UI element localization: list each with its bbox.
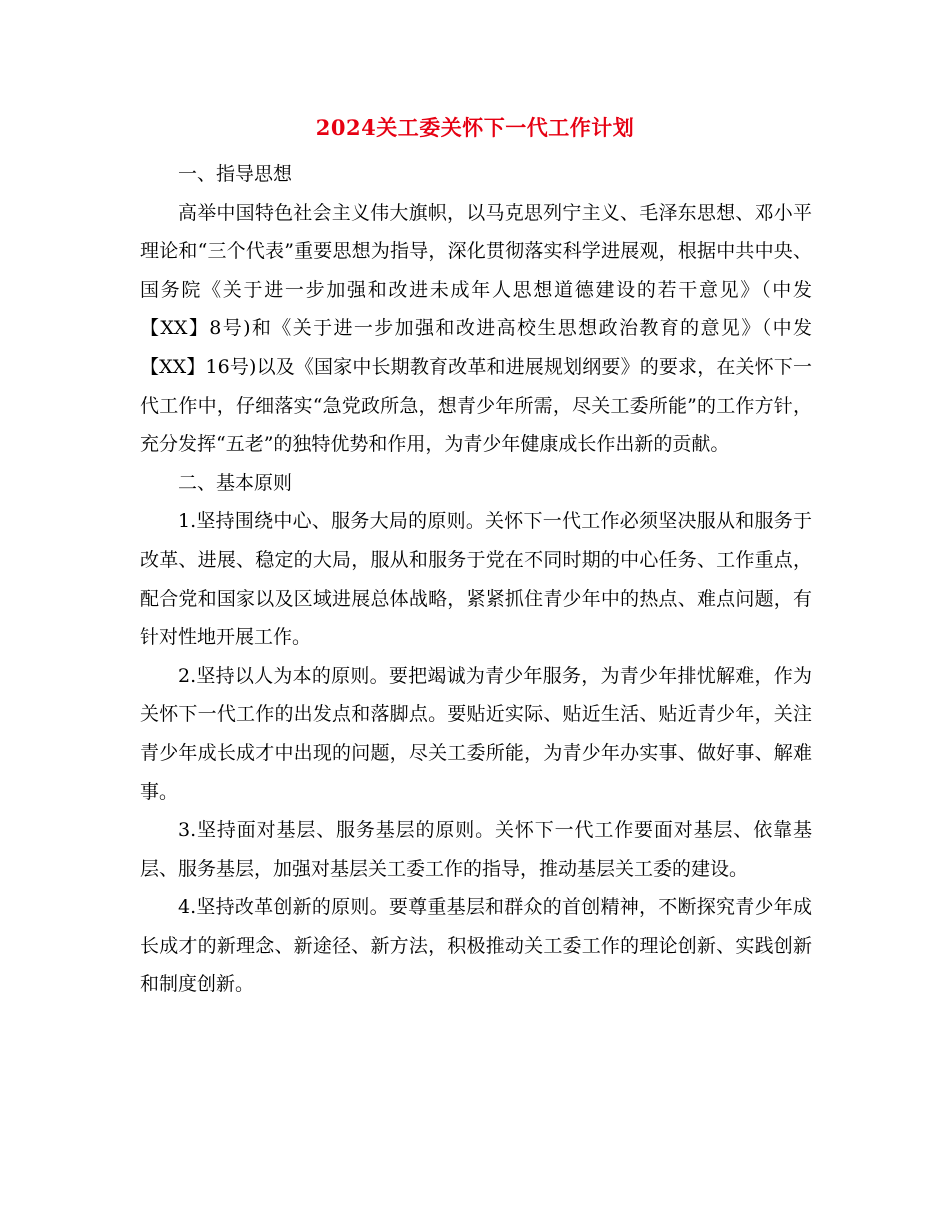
paragraph-principle-1: 1.坚持围绕中心、服务大局的原则。关怀下一代工作必须坚决服从和服务于改革、进展、稳定的大局，服从和服务于党在不同时期的中心任务、工作重点，配合党和国家以及区域进展总体战略，紧紧抓住青少年中的热点、难点问题，有针对性地开展工作。 bbox=[140, 510, 812, 649]
section-heading-basic-principles: 二、基本原则 bbox=[178, 471, 293, 494]
section-heading-guiding-ideology: 一、指导思想 bbox=[178, 163, 293, 185]
paragraph-principle-2: 2.坚持以人为本的原则。要把竭诚为青少年服务，为青少年排忧解难，作为关怀下一代工作的出发点和落脚点。要贴近实际、贴近生活、贴近青少年，关注青少年成长成才中出现的问题，尽关工委所能，为青少年办实事、做好事、解难事。 bbox=[140, 664, 812, 803]
document-body bbox=[140, 155, 812, 1004]
paragraph-principle-4: 4.坚持改革创新的原则。要尊重基层和群众的首创精神，不断探究青少年成长成才的新理念、新途径、新方法，积极推动关工委工作的理论创新、实践创新和制度创新。 bbox=[140, 896, 812, 996]
document-title: 2024关工委关怀下一代工作计划 bbox=[315, 115, 635, 140]
paragraph-principle-3: 3.坚持面对基层、服务基层的原则。关怀下一代工作要面对基层、依靠基层、服务基层，加强对基层关工委工作的指导，推动基层关工委的建设。 bbox=[140, 819, 812, 880]
paragraph-guiding-ideology: 高举中国特色社会主义伟大旗帜，以马克思列宁主义、毛泽东思想、邓小平理论和“三个代表”重要思想为指导，深化贯彻落实科学进展观，根据中共中央、国务院《关于进一步加强和改进未成年人思想道德建设的若干意见》（中发【XX】8号)和《关于进一步加强和改进高校生思想政治教育的意见》（中发【XX】16号)以及《国家中长期教育改革和进展规划纲要》的要求，在关怀下一代工作中，仔细落实“急党政所急，想青少年所需，尽关工委所能”的工作方针，充分发挥“五老”的独特优势和作用，为青少年健康成长作出新的贡献。 bbox=[140, 201, 812, 456]
